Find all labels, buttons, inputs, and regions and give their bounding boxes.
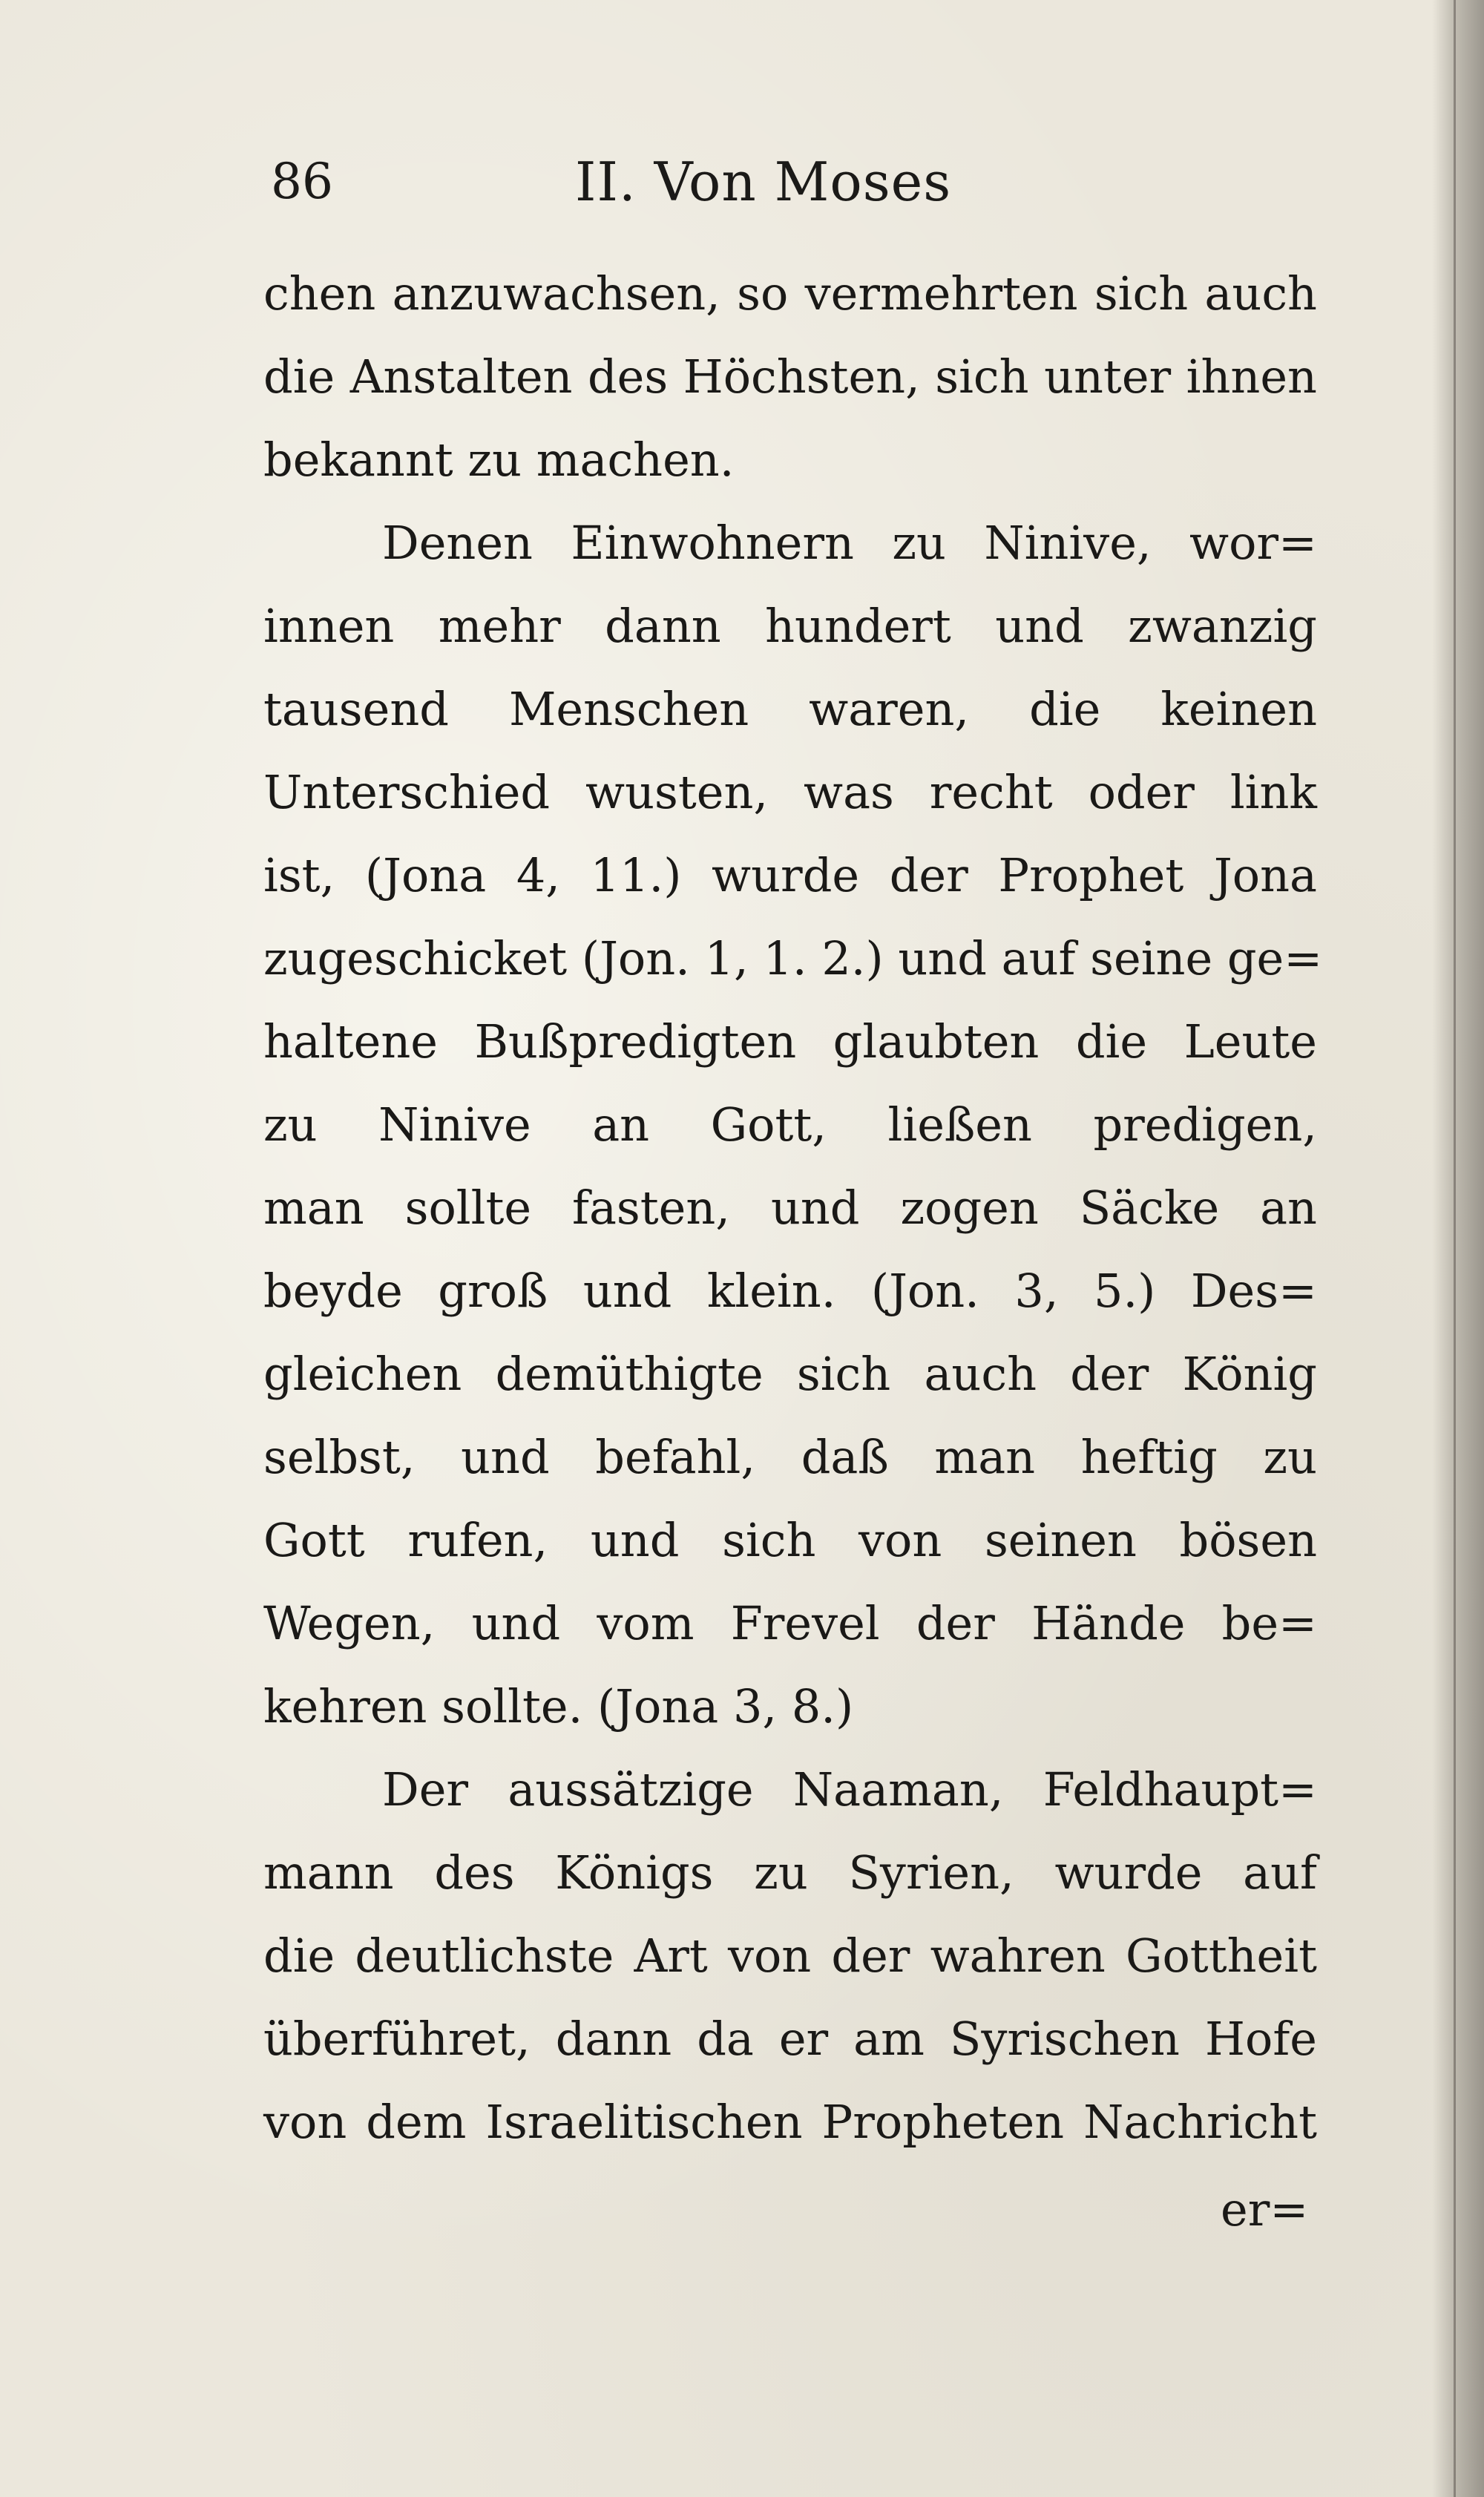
text-line: Unterschied wusten, was recht oder link: [263, 765, 1317, 819]
text-line: tausend Menschen waren, die keinen: [263, 682, 1317, 736]
text-line: innen mehr dann hundert und zwanzig: [263, 599, 1317, 653]
page-gutter: [1432, 0, 1484, 2497]
text-line: ist, (Jona 4, 11.) wurde der Prophet Jona: [263, 848, 1317, 902]
text-line: kehren sollte. (Jona 3, 8.): [263, 1679, 854, 1733]
text-line: chen anzuwachsen, so vermehrten sich auch: [263, 266, 1317, 321]
body-text: [263, 252, 1323, 2164]
text-line: die Anstalten des Höchsten, sich unter ihnen: [263, 350, 1317, 404]
text-line: Der aussätzige Naaman, Feldhaupt=: [382, 1762, 1317, 1817]
text-line: beyde groß und klein. (Jon. 3, 5.) Des=: [263, 1264, 1317, 1318]
text-line: Gott rufen, und sich von seinen bösen: [263, 1513, 1317, 1567]
text-line: von dem Israelitischen Propheten Nachricht: [263, 2095, 1317, 2149]
text-line: haltene Bußpredigten glaubten die Leute: [263, 1014, 1317, 1069]
text-line: zu Ninive an Gott, ließen predigen,: [263, 1097, 1317, 1152]
text-line: überführet, dann da er am Syrischen Hofe: [263, 2012, 1317, 2066]
text-line: zugeschicket (Jon. 1, 1. 2.) und auf seine ge=: [263, 931, 1323, 985]
text-line: bekannt zu machen.: [263, 433, 735, 487]
catchword: er=: [1221, 2182, 1309, 2237]
text-line: selbst, und befahl, daß man heftig zu: [263, 1430, 1317, 1484]
text-line: die deutlichste Art von der wahren Gottheit: [263, 1929, 1317, 1983]
text-line: Wegen, und vom Frevel der Hände be=: [263, 1596, 1317, 1650]
text-line: gleichen demüthigte sich auch der König: [263, 1347, 1317, 1401]
page-number: 86: [271, 153, 333, 210]
binding-edge: [1454, 0, 1456, 2497]
text-line: Denen Einwohnern zu Ninive, wor=: [382, 516, 1317, 570]
page-header: [271, 141, 1310, 223]
text-line: mann des Königs zu Syrien, wurde auf: [263, 1845, 1317, 1900]
text-line: man sollte fasten, und zogen Säcke an: [263, 1181, 1317, 1235]
running-head: II. Von Moses: [575, 151, 952, 213]
